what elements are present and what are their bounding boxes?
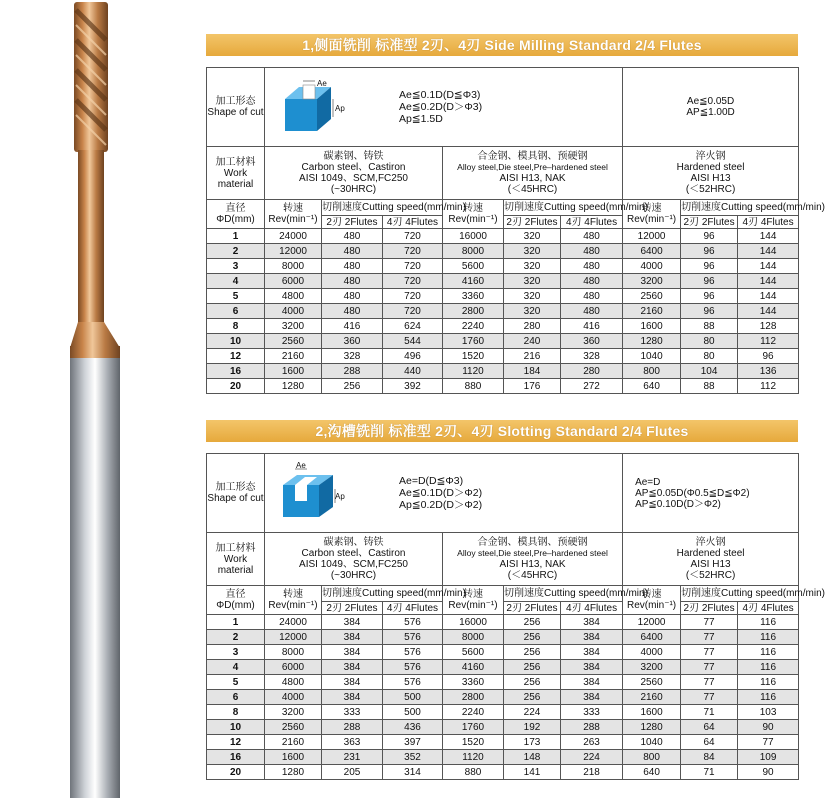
table-row <box>207 720 799 735</box>
slotting-diagram <box>277 463 347 523</box>
value-cell: 272 <box>561 379 623 394</box>
material-alloy-steel: 合金钢、模具钢、预硬钢 Alloy steel,Die steel,Pre–hardened steel AISI H13, NAK (＜45HRC) <box>443 147 623 200</box>
value-cell: 2240 <box>443 705 504 720</box>
value-cell: 96 <box>738 349 799 364</box>
value-cell: 71 <box>681 765 738 780</box>
table-row <box>207 660 799 675</box>
value-cell: 384 <box>322 645 383 660</box>
rev-header: 转速 Rev(min⁻¹) <box>623 200 681 229</box>
side-milling-diagram <box>277 77 347 137</box>
value-cell: 288 <box>561 720 623 735</box>
rev-header: 转速 Rev(min⁻¹) <box>443 586 504 615</box>
value-cell: 96 <box>681 304 738 319</box>
value-cell: 116 <box>738 675 799 690</box>
value-cell: 576 <box>383 645 443 660</box>
value-cell: 288 <box>322 364 383 379</box>
value-cell: 4000 <box>623 259 681 274</box>
value-cell: 3360 <box>443 675 504 690</box>
diameter-cell: 8 <box>207 319 265 334</box>
rev-header: 转速 Rev(min⁻¹) <box>265 586 322 615</box>
diameter-header: 直径 ΦD(mm) <box>207 200 265 229</box>
value-cell: 480 <box>322 274 383 289</box>
value-cell: 205 <box>322 765 383 780</box>
value-cell: 4800 <box>265 289 322 304</box>
value-cell: 384 <box>561 615 623 630</box>
value-cell: 71 <box>681 705 738 720</box>
value-cell: 480 <box>561 274 623 289</box>
value-cell: 144 <box>738 229 799 244</box>
flute-4-header: 4刃 4Flutes <box>561 602 623 615</box>
table-row <box>207 379 799 394</box>
value-cell: 216 <box>504 349 561 364</box>
diameter-cell: 3 <box>207 645 265 660</box>
value-cell: 328 <box>322 349 383 364</box>
diameter-cell: 12 <box>207 349 265 364</box>
value-cell: 360 <box>322 334 383 349</box>
value-cell: 96 <box>681 289 738 304</box>
diameter-cell: 5 <box>207 675 265 690</box>
value-cell: 288 <box>322 720 383 735</box>
value-cell: 8000 <box>443 244 504 259</box>
flute-4-header: 4刃 4Flutes <box>738 602 799 615</box>
value-cell: 256 <box>504 660 561 675</box>
table-row <box>207 304 799 319</box>
value-cell: 480 <box>561 304 623 319</box>
value-cell: 480 <box>561 289 623 304</box>
material-alloy-steel: 合金钢、模具钢、预硬钢 Alloy steel,Die steel,Pre–hardened steel AISI H13, NAK (＜45HRC) <box>443 533 623 586</box>
value-cell: 12000 <box>265 630 322 645</box>
value-cell: 720 <box>383 304 443 319</box>
value-cell: 440 <box>383 364 443 379</box>
value-cell: 2160 <box>265 349 322 364</box>
diameter-cell: 20 <box>207 765 265 780</box>
value-cell: 3200 <box>623 660 681 675</box>
value-cell: 144 <box>738 244 799 259</box>
value-cell: 280 <box>504 319 561 334</box>
value-cell: 16000 <box>443 615 504 630</box>
value-cell: 392 <box>383 379 443 394</box>
value-cell: 416 <box>561 319 623 334</box>
table-row <box>207 675 799 690</box>
diameter-cell: 16 <box>207 750 265 765</box>
conditions-right: Ae=D AP≦0.05D(Φ0.5≦D≦Φ2) AP≦0.10D(D＞Φ2) <box>623 454 799 533</box>
diameter-cell: 20 <box>207 379 265 394</box>
value-cell: 144 <box>738 304 799 319</box>
value-cell: 4160 <box>443 660 504 675</box>
diameter-cell: 4 <box>207 274 265 289</box>
diameter-cell: 3 <box>207 259 265 274</box>
work-material-label: 加工材料 Work material <box>207 533 265 586</box>
value-cell: 4000 <box>623 645 681 660</box>
value-cell: 4000 <box>265 304 322 319</box>
shape-of-cut-cell <box>265 454 623 533</box>
value-cell: 8000 <box>265 259 322 274</box>
value-cell: 2560 <box>623 675 681 690</box>
value-cell: 6000 <box>265 660 322 675</box>
value-cell: 84 <box>681 750 738 765</box>
value-cell: 2560 <box>623 289 681 304</box>
table-row <box>207 750 799 765</box>
value-cell: 624 <box>383 319 443 334</box>
value-cell: 384 <box>322 660 383 675</box>
rev-header: 转速 Rev(min⁻¹) <box>265 200 322 229</box>
value-cell: 720 <box>383 229 443 244</box>
value-cell: 360 <box>561 334 623 349</box>
diameter-cell: 10 <box>207 720 265 735</box>
value-cell: 1280 <box>265 379 322 394</box>
cutting-speed-header: 切削速度Cutting speed(mm/min) <box>681 200 799 216</box>
diameter-cell: 4 <box>207 660 265 675</box>
section-title: 2,沟槽铣削 标准型 2刃、4刃 Slotting Standard 2/4 Flutes <box>206 420 798 442</box>
value-cell: 576 <box>383 675 443 690</box>
value-cell: 12000 <box>623 229 681 244</box>
cutting-conditions-table <box>206 67 825 394</box>
diameter-cell: 16 <box>207 364 265 379</box>
conditions-right: Ae≦0.05D AP≦1.00D <box>623 68 799 147</box>
value-cell: 1280 <box>623 720 681 735</box>
table-row <box>207 690 799 705</box>
end-mill-image <box>62 0 128 800</box>
value-cell: 96 <box>681 274 738 289</box>
value-cell: 384 <box>561 660 623 675</box>
value-cell: 640 <box>623 765 681 780</box>
value-cell: 3200 <box>265 705 322 720</box>
value-cell: 231 <box>322 750 383 765</box>
section-title: 1,侧面铣削 标准型 2刃、4刃 Side Milling Standard 2/4 Flutes <box>206 34 798 56</box>
flute-4-header: 4刃 4Flutes <box>383 216 443 229</box>
value-cell: 640 <box>623 379 681 394</box>
table-row <box>207 274 799 289</box>
material-carbon-steel: 碳素钢、铸铁 Carbon steel、Castiron AISI 1049、SCM,FC250 (~30HRC) <box>265 147 443 200</box>
value-cell: 363 <box>322 735 383 750</box>
flute-4-header: 4刃 4Flutes <box>561 216 623 229</box>
rev-header: 转速 Rev(min⁻¹) <box>443 200 504 229</box>
value-cell: 328 <box>561 349 623 364</box>
value-cell: 480 <box>322 244 383 259</box>
value-cell: 144 <box>738 289 799 304</box>
value-cell: 96 <box>681 229 738 244</box>
value-cell: 12000 <box>265 244 322 259</box>
value-cell: 384 <box>561 675 623 690</box>
value-cell: 24000 <box>265 229 322 244</box>
value-cell: 256 <box>504 675 561 690</box>
value-cell: 88 <box>681 319 738 334</box>
material-hardened-steel: 淬火钢 Hardened steel AISI H13 (＜52HRC) <box>623 533 799 586</box>
svg-text:Ae: Ae <box>317 79 327 88</box>
flute-4-header: 4刃 4Flutes <box>383 602 443 615</box>
diameter-cell: 2 <box>207 630 265 645</box>
shape-of-cut-cell <box>265 68 623 147</box>
value-cell: 8000 <box>443 630 504 645</box>
value-cell: 352 <box>383 750 443 765</box>
value-cell: 480 <box>322 304 383 319</box>
value-cell: 80 <box>681 334 738 349</box>
value-cell: 2560 <box>265 720 322 735</box>
value-cell: 77 <box>681 615 738 630</box>
flute-2-header: 2刃 2Flutes <box>681 216 738 229</box>
value-cell: 544 <box>383 334 443 349</box>
diameter-header: 直径 ΦD(mm) <box>207 586 265 615</box>
value-cell: 2800 <box>443 690 504 705</box>
value-cell: 176 <box>504 379 561 394</box>
value-cell: 384 <box>322 675 383 690</box>
table-row <box>207 334 799 349</box>
value-cell: 12000 <box>623 615 681 630</box>
value-cell: 800 <box>623 364 681 379</box>
diameter-cell: 10 <box>207 334 265 349</box>
value-cell: 480 <box>561 229 623 244</box>
value-cell: 800 <box>623 750 681 765</box>
value-cell: 128 <box>738 319 799 334</box>
table-body <box>207 615 799 780</box>
value-cell: 144 <box>738 259 799 274</box>
value-cell: 1520 <box>443 735 504 750</box>
diameter-cell: 12 <box>207 735 265 750</box>
value-cell: 6400 <box>623 244 681 259</box>
table-row <box>207 319 799 334</box>
table-row <box>207 705 799 720</box>
value-cell: 192 <box>504 720 561 735</box>
material-carbon-steel: 碳素钢、铸铁 Carbon steel、Castiron AISI 1049、SCM,FC250 (~30HRC) <box>265 533 443 586</box>
material-hardened-steel: 淬火钢 Hardened steel AISI H13 (＜52HRC) <box>623 147 799 200</box>
value-cell: 16000 <box>443 229 504 244</box>
flute-4-header: 4刃 4Flutes <box>738 216 799 229</box>
side-milling-section <box>206 34 825 394</box>
value-cell: 397 <box>383 735 443 750</box>
value-cell: 148 <box>504 750 561 765</box>
diameter-cell: 1 <box>207 615 265 630</box>
value-cell: 64 <box>681 720 738 735</box>
value-cell: 256 <box>322 379 383 394</box>
value-cell: 480 <box>322 289 383 304</box>
value-cell: 2160 <box>265 735 322 750</box>
value-cell: 2160 <box>623 690 681 705</box>
value-cell: 1760 <box>443 720 504 735</box>
diameter-cell: 2 <box>207 244 265 259</box>
value-cell: 384 <box>561 645 623 660</box>
value-cell: 218 <box>561 765 623 780</box>
value-cell: 144 <box>738 274 799 289</box>
value-cell: 320 <box>504 244 561 259</box>
cutting-speed-header: 切削速度Cutting speed(mm/min) <box>681 586 799 602</box>
value-cell: 77 <box>681 660 738 675</box>
diameter-cell: 6 <box>207 304 265 319</box>
value-cell: 256 <box>504 645 561 660</box>
value-cell: 333 <box>561 705 623 720</box>
diameter-cell: 8 <box>207 705 265 720</box>
flute-2-header: 2刃 2Flutes <box>681 602 738 615</box>
value-cell: 496 <box>383 349 443 364</box>
value-cell: 90 <box>738 765 799 780</box>
value-cell: 141 <box>504 765 561 780</box>
value-cell: 184 <box>504 364 561 379</box>
value-cell: 384 <box>322 630 383 645</box>
cutting-conditions-table <box>206 453 825 780</box>
slotting-section <box>206 420 825 780</box>
value-cell: 436 <box>383 720 443 735</box>
value-cell: 1600 <box>623 705 681 720</box>
cutting-speed-header: 切削速度Cutting speed(mm/min) <box>504 200 623 216</box>
value-cell: 116 <box>738 645 799 660</box>
value-cell: 1120 <box>443 750 504 765</box>
value-cell: 136 <box>738 364 799 379</box>
value-cell: 224 <box>561 750 623 765</box>
value-cell: 500 <box>383 705 443 720</box>
value-cell: 1040 <box>623 735 681 750</box>
table-row <box>207 735 799 750</box>
value-cell: 24000 <box>265 615 322 630</box>
value-cell: 109 <box>738 750 799 765</box>
value-cell: 1600 <box>265 364 322 379</box>
cutting-speed-header: 切削速度Cutting speed(mm/min) <box>504 586 623 602</box>
value-cell: 480 <box>561 259 623 274</box>
value-cell: 576 <box>383 660 443 675</box>
value-cell: 77 <box>681 690 738 705</box>
value-cell: 80 <box>681 349 738 364</box>
shape-of-cut-label: 加工形态 Shape of cut <box>207 68 265 147</box>
value-cell: 1040 <box>623 349 681 364</box>
value-cell: 320 <box>504 259 561 274</box>
value-cell: 280 <box>561 364 623 379</box>
value-cell: 116 <box>738 630 799 645</box>
value-cell: 720 <box>383 274 443 289</box>
table-row <box>207 615 799 630</box>
value-cell: 116 <box>738 690 799 705</box>
diameter-cell: 6 <box>207 690 265 705</box>
value-cell: 1280 <box>265 765 322 780</box>
table-row <box>207 229 799 244</box>
value-cell: 2560 <box>265 334 322 349</box>
value-cell: 112 <box>738 334 799 349</box>
value-cell: 500 <box>383 690 443 705</box>
value-cell: 3200 <box>265 319 322 334</box>
value-cell: 116 <box>738 615 799 630</box>
value-cell: 320 <box>504 274 561 289</box>
cutting-speed-header: 切削速度Cutting speed(mm/min) <box>322 586 443 602</box>
value-cell: 263 <box>561 735 623 750</box>
flute-2-header: 2刃 2Flutes <box>322 602 383 615</box>
value-cell: 880 <box>443 379 504 394</box>
value-cell: 6000 <box>265 274 322 289</box>
table-row <box>207 289 799 304</box>
value-cell: 77 <box>738 735 799 750</box>
value-cell: 320 <box>504 229 561 244</box>
value-cell: 1760 <box>443 334 504 349</box>
value-cell: 384 <box>322 615 383 630</box>
value-cell: 4800 <box>265 675 322 690</box>
flute-2-header: 2刃 2Flutes <box>504 602 561 615</box>
value-cell: 2240 <box>443 319 504 334</box>
value-cell: 77 <box>681 630 738 645</box>
table-row <box>207 765 799 780</box>
table-row <box>207 349 799 364</box>
value-cell: 90 <box>738 720 799 735</box>
value-cell: 88 <box>681 379 738 394</box>
value-cell: 4160 <box>443 274 504 289</box>
value-cell: 224 <box>504 705 561 720</box>
value-cell: 1600 <box>623 319 681 334</box>
value-cell: 4000 <box>265 690 322 705</box>
value-cell: 384 <box>322 690 383 705</box>
value-cell: 576 <box>383 615 443 630</box>
table-row <box>207 645 799 660</box>
value-cell: 5600 <box>443 645 504 660</box>
value-cell: 77 <box>681 645 738 660</box>
value-cell: 1600 <box>265 750 322 765</box>
value-cell: 480 <box>322 259 383 274</box>
value-cell: 103 <box>738 705 799 720</box>
value-cell: 320 <box>504 304 561 319</box>
value-cell: 320 <box>504 289 561 304</box>
value-cell: 173 <box>504 735 561 750</box>
value-cell: 116 <box>738 660 799 675</box>
value-cell: 96 <box>681 259 738 274</box>
value-cell: 2160 <box>623 304 681 319</box>
value-cell: 480 <box>322 229 383 244</box>
value-cell: 880 <box>443 765 504 780</box>
svg-text:Ae: Ae <box>296 461 306 470</box>
conditions-left: Ae≦0.1D(D≦Φ3) Ae≦0.2D(D＞Φ3) Ap≦1.5D <box>399 89 483 125</box>
value-cell: 416 <box>322 319 383 334</box>
value-cell: 112 <box>738 379 799 394</box>
value-cell: 1120 <box>443 364 504 379</box>
value-cell: 96 <box>681 244 738 259</box>
shape-of-cut-label: 加工形态 Shape of cut <box>207 454 265 533</box>
flute-2-header: 2刃 2Flutes <box>504 216 561 229</box>
value-cell: 314 <box>383 765 443 780</box>
value-cell: 256 <box>504 630 561 645</box>
value-cell: 480 <box>561 244 623 259</box>
value-cell: 77 <box>681 675 738 690</box>
value-cell: 2800 <box>443 304 504 319</box>
rev-header: 转速 Rev(min⁻¹) <box>623 586 681 615</box>
value-cell: 3200 <box>623 274 681 289</box>
diameter-cell: 5 <box>207 289 265 304</box>
work-material-label: 加工材料 Work material <box>207 147 265 200</box>
value-cell: 1520 <box>443 349 504 364</box>
table-body <box>207 229 799 394</box>
value-cell: 64 <box>681 735 738 750</box>
value-cell: 104 <box>681 364 738 379</box>
svg-text:Ap: Ap <box>335 492 345 501</box>
value-cell: 240 <box>504 334 561 349</box>
diameter-cell: 1 <box>207 229 265 244</box>
value-cell: 384 <box>561 690 623 705</box>
value-cell: 720 <box>383 289 443 304</box>
value-cell: 256 <box>504 615 561 630</box>
table-row <box>207 259 799 274</box>
value-cell: 333 <box>322 705 383 720</box>
value-cell: 5600 <box>443 259 504 274</box>
value-cell: 8000 <box>265 645 322 660</box>
value-cell: 720 <box>383 244 443 259</box>
table-row <box>207 364 799 379</box>
value-cell: 720 <box>383 259 443 274</box>
value-cell: 3360 <box>443 289 504 304</box>
svg-text:Ap: Ap <box>335 104 345 113</box>
cutting-speed-header: 切削速度Cutting speed(mm/min) <box>322 200 443 216</box>
table-row <box>207 630 799 645</box>
value-cell: 6400 <box>623 630 681 645</box>
value-cell: 384 <box>561 630 623 645</box>
table-row <box>207 244 799 259</box>
conditions-left: Ae=D(D≦Φ3) Ae≦0.1D(D＞Φ2) Ap≦0.2D(D＞Φ2) <box>399 475 483 511</box>
value-cell: 576 <box>383 630 443 645</box>
flute-2-header: 2刃 2Flutes <box>322 216 383 229</box>
value-cell: 1280 <box>623 334 681 349</box>
value-cell: 256 <box>504 690 561 705</box>
